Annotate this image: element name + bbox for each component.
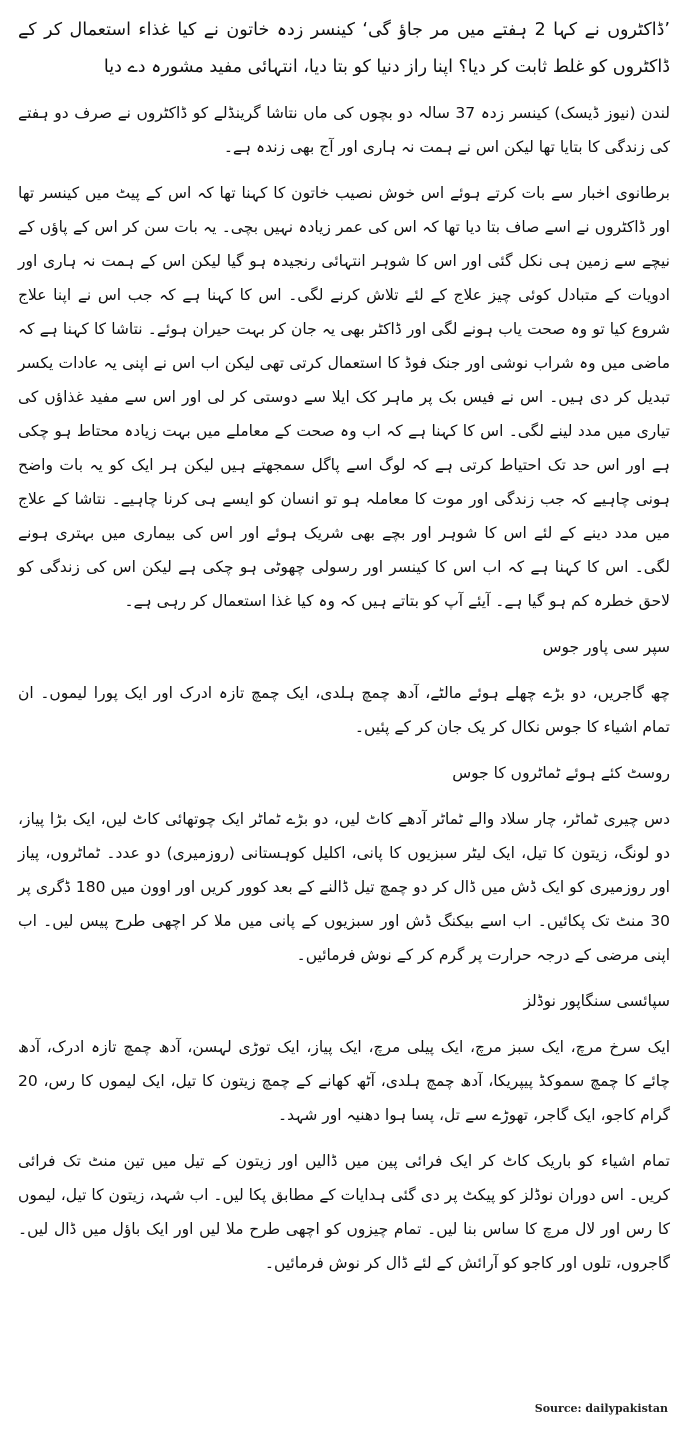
recipe-text-roasted-tomato-juice: دس چیری ٹماٹر، چار سلاد والے ٹماٹر آدھے کاٹ لیں، دو بڑے ٹماٹر ایک چوتھائی کاٹ لیں، ایک بڑا پیاز، دو لونگ، زیتون کا تیل، ایک لیٹر سبزیوں کا پانی، اکلیل کوہستانی (روزمیری) دو عدد۔ ٹماٹروں، پیاز اور روزمیری کو ایک ڈش میں ڈال کر دو چمچ تیل ڈالنے کے بعد کوور کریں اور اوون میں 180 ڈگری پر 30 منٹ تک پکائیں۔ اب اسے بیکنگ ڈش اور سبزیوں کے پانی میں ملا کر اچھی طرح پیس لیں۔ اب اپنی مرضی کے درجہ حرارت پر گرم کر کے نوش فرمائیں۔ [18,810,670,964]
article-title: ’ڈاکٹروں نے کہا 2 ہفتے میں مر جاؤ گی‘ کینسر زدہ خاتون نے کیا غذاء استعمال کر کے ڈاکٹروں کو غلط ثابت کر دیا؟ اپنا راز دنیا کو بتا دیا، انتہائی مفید مشورہ دے دیا [18,20,670,77]
recipe-heading-super-power-juice: سپر سی پاور جوس [542,638,670,656]
recipe-ingredients-singapore-noodles: ایک سرخ مرچ، ایک سبز مرچ، ایک پیلی مرچ، ایک پیاز، ایک توڑی لہسن، آدھ چمچ تازہ ادرک، آدھ چائے کا چمچ سموکڈ پیپریکا، آدھ چمچ ہلدی، آٹھ کھانے کے چمچ زیتون کا تیل، ایک لیموں کا رس، 20 گرام کاجو، ایک گاجر، تھوڑے سے تل، پسا ہوا دھنیہ اور شہد۔ [18,1038,670,1124]
body-paragraph: برطانوی اخبار سے بات کرتے ہوئے اس خوش نصیب خاتون کا کہنا تھا کہ اس کے پیٹ میں کینسر تھا اور ڈاکٹروں نے اسے صاف بتا دیا تھا کہ اس کی عمر زیادہ نہیں بچی۔ یہ بات سن کر اس کے پاؤں کے نیچے سے زمین ہی نکل گئی اور اس کا شوہر انتہائی رنجیدہ ہو گیا لیکن اس کے ہمت نہ ہاری اور ادویات کے متبادل کوئی چیز علاج کے لئے تلاش کرنے لگی۔ اس کا کہنا ہے کہ جب اس نے اپنا علاج شروع کیا تو وہ صحت یاب ہونے لگی اور ڈاکٹر بھی یہ جان کر بہت حیران ہوئے۔ نتاشا کا کہنا ہے کہ ماضی میں وہ شراب نوشی اور جنک فوڈ کا استعمال کرتی تھی لیکن اب اس نے اپنی یہ عادات یکسر تبدیل کر دی ہیں۔ اس نے فیس بک پر ماہر کک ایلا سے دوستی کر لی اور اس سے مفید غذاؤں کی تیاری میں مدد لینے لگی۔ اس کا کہنا ہے کہ اب وہ صحت کے معاملے میں بہت زیادہ محتاط ہو چکی ہے اور اس حد تک احتیاط کرتی ہے کہ لوگ اسے پاگل سمجھتے ہیں لیکن ہر ایک کو یہ بات واضح ہونی چاہیے کہ جب زندگی اور موت کا معاملہ ہو تو انسان کو ایسے ہی کرنا چاہیے۔ نتاشا کے علاج میں مدد دینے کے لئے اس کا شوہر اور بچے بھی شریک ہوئے اور اس کی بیماری میں بہتری ہونے لگی۔ اس کا کہنا ہے کہ اب اس کا کینسر اور رسولی چھوٹی ہو چکی ہے لیکن اس کی زندگی کو لاحق خطرہ کم ہو گیا ہے۔ آیئے آپ کو بتاتے ہیں کہ وہ کیا غذا استعمال کر رہی ہے۔ [18,184,670,610]
recipe-heading-roasted-tomato-juice: روسٹ کئے ہوئے ٹماٹروں کا جوس [452,764,670,782]
recipe-text-super-power-juice: چھ گاجریں، دو بڑے چھلے ہوئے مالٹے، آدھ چمچ ہلدی، ایک چمچ تازہ ادرک اور ایک پورا لیموں۔ ان تمام اشیاء کا جوس نکال کر یک جان کر کے پئیں۔ [18,684,670,736]
recipe-method-singapore-noodles: تمام اشیاء کو باریک کاٹ کر ایک فرائی پین میں ڈالیں اور زیتون کے تیل میں تین منٹ تک فرائی کریں۔ اس دوران نوڈلز کو پیکٹ پر دی گئی ہدایات کے مطابق پکا لیں۔ اب شہد، زیتون کا تیل، لیموں کا رس اور لال مرچ کا ساس بنا لیں۔ تمام چیزوں کو اچھی طرح ملا لیں اور ایک باؤل میں ڈال لیں۔ گاجروں، تلوں اور کاجو کو آرائش کے لئے ڈال کر نوش فرمائیں۔ [18,1152,670,1272]
recipe-heading-singapore-noodles: سپائسی سنگاپور نوڈلز [523,992,670,1010]
intro-paragraph: لندن (نیوز ڈیسک) کینسر زدہ 37 سالہ دو بچوں کی ماں نتاشا گرینڈلے کو ڈاکٹروں نے صرف دو ہفتے کی زندگی کا بتایا تھا لیکن اس نے ہمت نہ ہاری اور آج بھی زندہ ہے۔ [18,104,670,156]
article [18,12,670,1292]
source-credit: Source: dailypakistan [534,1402,668,1415]
